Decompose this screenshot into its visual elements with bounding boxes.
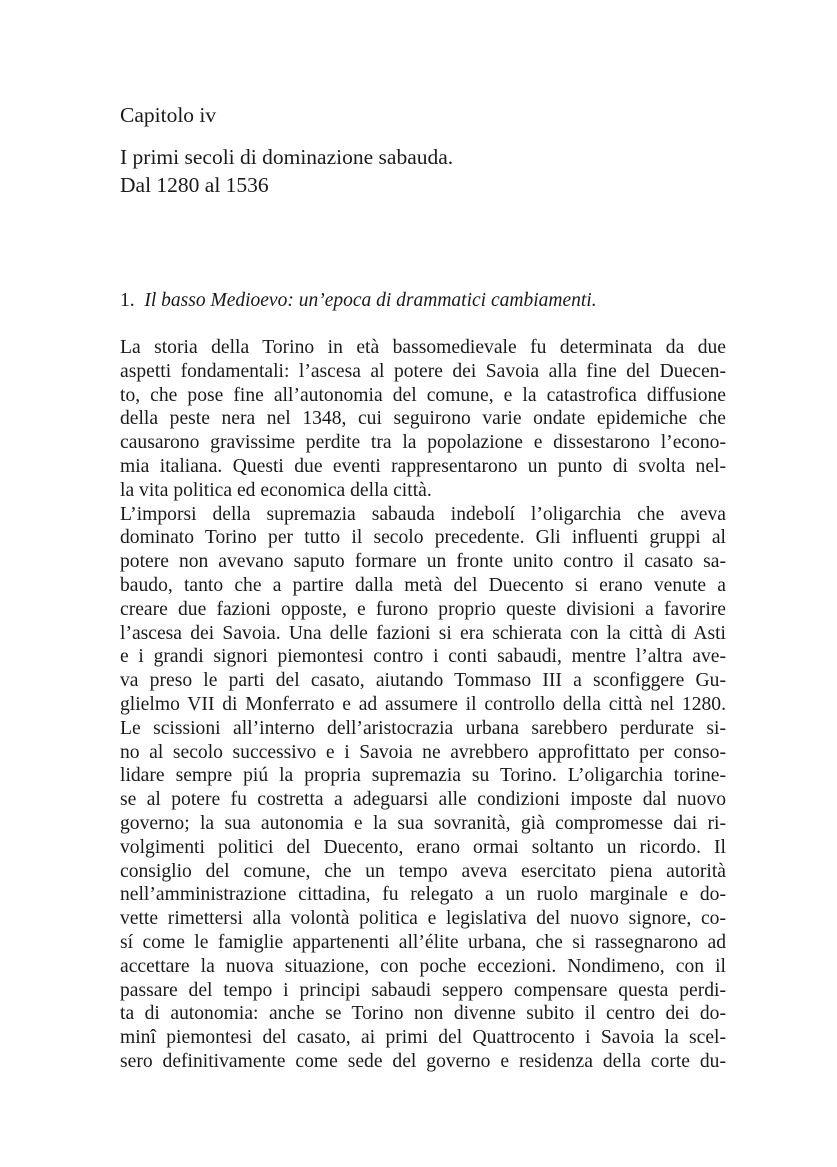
body-line: e i grandi signori piemontesi contro i conti sabaudi, mentre l’altra ave-	[120, 646, 726, 668]
body-line: accettare la nuova situazione, con poche eccezioni. Nondimeno, con il	[120, 955, 726, 977]
body-line: glielmo VII di Monferrato e ad assumere il controllo della città nel 1280.	[120, 693, 726, 715]
body-line: causarono gravissime perdite tra la popolazione e dissestarono l’econo-	[120, 432, 726, 454]
body-line: se al potere fu costretta a adeguarsi alle condizioni imposte dal nuovo	[120, 789, 726, 811]
body-line: La storia della Torino in età bassomedievale fu determinata da due	[120, 337, 726, 358]
chapter-title-line: Dal 1280 al 1536	[120, 173, 269, 197]
body-line: volgimenti politici del Duecento, erano ormai soltanto un ricordo. Il	[120, 836, 726, 858]
body-line: passare del tempo i principi sabaudi seppero compensare questa perdi-	[120, 979, 726, 1001]
body-line: della peste nera nel 1348, cui seguirono varie ondate epidemiche che	[120, 408, 726, 430]
section-title: Il basso Medioevo: un’epoca di drammatici cambiamenti.	[144, 290, 597, 311]
body-line: governo; la sua autonomia e la sua sovranità, già compromesse dai ri-	[120, 812, 726, 834]
body-line: la vita politica ed economica della città.	[120, 479, 432, 501]
body-line: lidare sempre piú la propria supremazia su Torino. L’oligarchia torine-	[120, 765, 726, 787]
body-line: Le scissioni all’interno dell’aristocrazia urbana sarebbero perdurate si-	[120, 717, 726, 739]
body-line: to, che pose fine all’autonomia del comune, e la catastrofica diffusione	[120, 384, 726, 406]
body-line: vette rimettersi alla volontà politica e legislativa del nuovo signore, co-	[120, 908, 726, 930]
chapter-title	[120, 143, 453, 199]
body-line: sí come le famiglie appartenenti all’élite urbana, che si rassegnarono ad	[120, 931, 726, 953]
section-number: 1.	[120, 290, 135, 311]
body-line: nell’amministrazione cittadina, fu relegato a un ruolo marginale e do-	[120, 884, 726, 906]
body-line: l’ascesa dei Savoia. Una delle fazioni si era schierata con la città di Asti	[120, 622, 726, 644]
chapter-title-line: I primi secoli di dominazione sabauda.	[120, 145, 454, 169]
body-line: no al secolo successivo e i Savoia ne avrebbero approfittato per conso-	[120, 741, 726, 763]
body-line: aspetti fondamentali: l’ascesa al potere dei Savoia alla fine del Duecen-	[120, 360, 726, 382]
body-line: L’imporsi della supremazia sabauda indebolí l’oligarchia che aveva	[120, 503, 726, 525]
body-line: ta di autonomia: anche se Torino non divenne subito il centro dei do-	[120, 1003, 726, 1025]
body-line: baudo, tanto che a partire dalla metà del Duecento si erano venute a	[120, 574, 726, 596]
body-line: mia italiana. Questi due eventi rappresentarono un punto di svolta nel-	[120, 455, 726, 477]
section-heading	[120, 288, 597, 314]
body-line: consiglio del comune, che un tempo aveva esercitato piena autorità	[120, 860, 726, 882]
body-line: creare due fazioni opposte, e furono proprio queste divisioni a favorire	[120, 598, 726, 620]
body-line: potere non avevano saputo formare un fronte unito contro il casato sa-	[120, 551, 726, 573]
body-line: dominato Torino per tutto il secolo precedente. Gli influenti gruppi al	[120, 527, 726, 549]
body-line: sero definitivamente come sede del governo e residenza della corte du-	[120, 1050, 726, 1072]
chapter-label: Capitolo iv	[120, 103, 217, 127]
body-line: va preso le parti del casato, aiutando Tommaso III a sconfiggere Gu-	[120, 670, 726, 692]
body-line: minî piemontesi del casato, ai primi del Quattrocento i Savoia la scel-	[120, 1027, 726, 1049]
body-text	[120, 336, 726, 1074]
